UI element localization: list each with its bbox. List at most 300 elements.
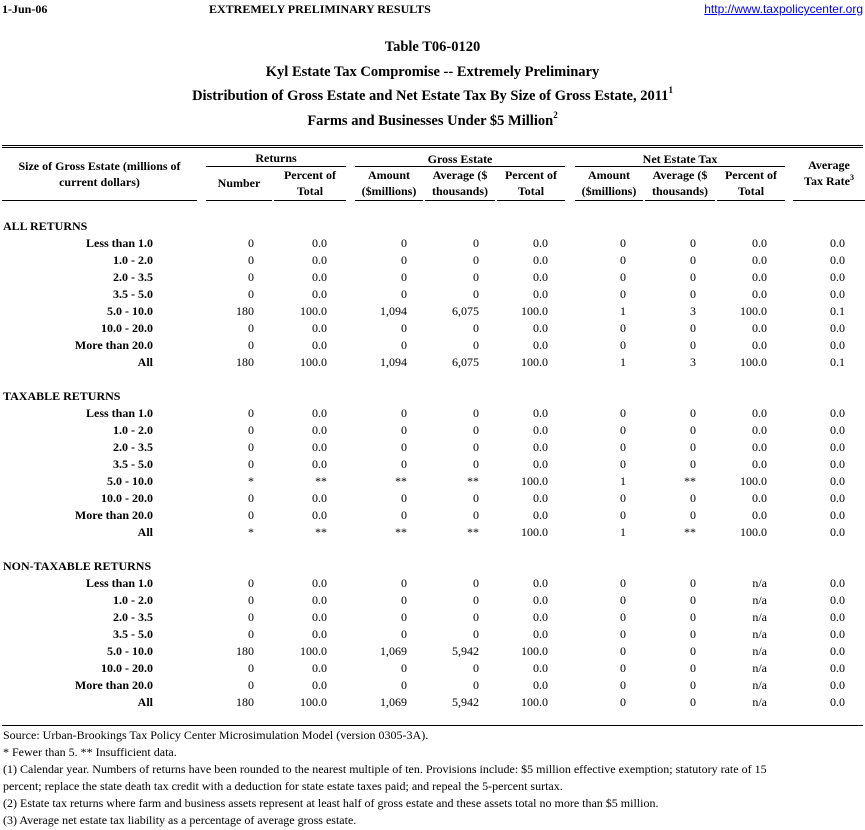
cell-gross-amount: 0 bbox=[401, 338, 407, 352]
table-row bbox=[2, 626, 863, 643]
col-header-net-pct: Percent of Total bbox=[724, 168, 778, 198]
cell-avg-tax-rate: 0.0 bbox=[830, 695, 845, 709]
cell-returns-pct: 0.0 bbox=[312, 508, 327, 522]
cell-avg-tax-rate: 0.0 bbox=[830, 576, 845, 590]
table-row bbox=[2, 524, 863, 541]
table-row bbox=[2, 439, 863, 456]
row-label: 3.5 - 5.0 bbox=[113, 457, 153, 471]
cell-gross-average: 0 bbox=[473, 610, 479, 624]
cell-gross-average: 0 bbox=[473, 627, 479, 641]
cell-returns-pct: 0.0 bbox=[312, 321, 327, 335]
cell-number: 0 bbox=[248, 236, 254, 250]
table-row bbox=[2, 235, 863, 252]
cell-gross-amount: 0 bbox=[401, 270, 407, 284]
cell-net-amount: 0 bbox=[620, 644, 626, 658]
cell-number: 0 bbox=[248, 457, 254, 471]
cell-gross-average: 5,942 bbox=[452, 644, 479, 658]
cell-net-amount: 1 bbox=[620, 474, 626, 488]
cell-gross-amount: 0 bbox=[401, 593, 407, 607]
cell-net-amount: 0 bbox=[620, 661, 626, 675]
table-row bbox=[2, 405, 863, 422]
cell-net-amount: 1 bbox=[620, 525, 626, 539]
cell-net-amount: 0 bbox=[620, 695, 626, 709]
cell-returns-pct: 0.0 bbox=[312, 627, 327, 641]
cell-returns-pct: 0.0 bbox=[312, 440, 327, 454]
cell-gross-pct: 100.0 bbox=[521, 525, 548, 539]
table-row bbox=[2, 456, 863, 473]
row-label: 2.0 - 3.5 bbox=[113, 440, 153, 454]
cell-gross-pct: 0.0 bbox=[533, 423, 548, 437]
col-header-size: Size of Gross Estate (millions of current dollars) bbox=[18, 159, 181, 189]
cell-net-average: 0 bbox=[690, 321, 696, 335]
footnote-symbols: * Fewer than 5. ** Insufficient data. bbox=[3, 745, 177, 759]
cell-gross-amount: 1,094 bbox=[380, 304, 407, 318]
cell-net-amount: 0 bbox=[620, 576, 626, 590]
cell-gross-average: 0 bbox=[473, 491, 479, 505]
cell-net-pct: n/a bbox=[752, 644, 767, 658]
cell-number: 180 bbox=[236, 695, 254, 709]
col-header-number: Number bbox=[217, 176, 261, 190]
table-titles bbox=[0, 35, 865, 133]
cell-net-average: ** bbox=[684, 474, 696, 488]
cell-returns-pct: 0.0 bbox=[312, 287, 327, 301]
table-number: Table T06-0120 bbox=[384, 39, 481, 55]
col-header-gross-average: Average ($ thousands) bbox=[431, 168, 489, 198]
cell-gross-amount: 0 bbox=[401, 610, 407, 624]
cell-gross-amount: 0 bbox=[401, 576, 407, 590]
cell-net-average: 0 bbox=[690, 491, 696, 505]
cell-returns-pct: 0.0 bbox=[312, 236, 327, 250]
cell-net-average: 3 bbox=[690, 304, 696, 318]
cell-net-average: 0 bbox=[690, 406, 696, 420]
cell-net-amount: 0 bbox=[620, 338, 626, 352]
cell-gross-pct: 0.0 bbox=[533, 287, 548, 301]
col-header-net-average: Average ($ thousands) bbox=[651, 168, 709, 198]
table-row bbox=[2, 286, 863, 303]
cell-gross-average: 0 bbox=[473, 678, 479, 692]
cell-gross-amount: 0 bbox=[401, 627, 407, 641]
cell-net-average: ** bbox=[684, 525, 696, 539]
cell-returns-pct: 100.0 bbox=[300, 644, 327, 658]
cell-gross-amount: 1,069 bbox=[380, 644, 407, 658]
table-row bbox=[2, 609, 863, 626]
row-label: All bbox=[137, 525, 153, 539]
cell-net-average: 0 bbox=[690, 610, 696, 624]
cell-gross-amount: 0 bbox=[401, 508, 407, 522]
cell-avg-tax-rate: 0.0 bbox=[830, 236, 845, 250]
cell-gross-amount: 0 bbox=[401, 236, 407, 250]
cell-gross-amount: ** bbox=[395, 525, 407, 539]
cell-gross-average: 6,075 bbox=[452, 304, 479, 318]
footnotes bbox=[3, 727, 861, 829]
cell-gross-pct: 0.0 bbox=[533, 508, 548, 522]
cell-gross-average: 0 bbox=[473, 287, 479, 301]
cell-gross-pct: 100.0 bbox=[521, 644, 548, 658]
cell-avg-tax-rate: 0.0 bbox=[830, 525, 845, 539]
cell-gross-amount: 0 bbox=[401, 678, 407, 692]
col-group-gross-estate: Gross Estate bbox=[427, 152, 493, 166]
cell-number: * bbox=[248, 525, 254, 539]
table-row bbox=[2, 694, 863, 711]
cell-avg-tax-rate: 0.0 bbox=[830, 678, 845, 692]
cell-gross-pct: 0.0 bbox=[533, 627, 548, 641]
gross-pct-col-underline bbox=[497, 200, 565, 201]
table-row bbox=[2, 592, 863, 609]
table-row bbox=[2, 490, 863, 507]
cell-net-pct: n/a bbox=[752, 576, 767, 590]
cell-number: 0 bbox=[248, 576, 254, 590]
row-label: Less than 1.0 bbox=[85, 406, 153, 420]
cell-gross-amount: 0 bbox=[401, 253, 407, 267]
col-header-avg-tax-rate: Average Tax Rate$^3$ bbox=[804, 158, 854, 188]
cell-net-amount: 0 bbox=[620, 287, 626, 301]
cell-net-amount: 0 bbox=[620, 610, 626, 624]
cell-returns-pct: 0.0 bbox=[312, 406, 327, 420]
table-subtitle-2: Farms and Businesses Under $5 Million$^2$ bbox=[307, 109, 558, 129]
cell-gross-pct: 0.0 bbox=[533, 491, 548, 505]
cell-gross-pct: 0.0 bbox=[533, 440, 548, 454]
cell-gross-amount: 0 bbox=[401, 491, 407, 505]
cell-gross-average: 0 bbox=[473, 593, 479, 607]
table-row bbox=[2, 643, 863, 660]
cell-gross-pct: 0.0 bbox=[533, 457, 548, 471]
table-row bbox=[2, 575, 863, 592]
cell-gross-average: 0 bbox=[473, 423, 479, 437]
cell-gross-amount: 0 bbox=[401, 287, 407, 301]
cell-avg-tax-rate: 0.0 bbox=[830, 253, 845, 267]
returns-pct-col-underline bbox=[274, 200, 346, 201]
cell-net-average: 0 bbox=[690, 440, 696, 454]
cell-net-pct: n/a bbox=[752, 610, 767, 624]
cell-returns-pct: 0.0 bbox=[312, 661, 327, 675]
col-header-net-amount: Amount ($millions) bbox=[581, 168, 637, 198]
cell-net-amount: 1 bbox=[620, 304, 626, 318]
cell-gross-average: 0 bbox=[473, 661, 479, 675]
col-group-returns: Returns bbox=[255, 151, 297, 165]
cell-gross-average: 0 bbox=[473, 508, 479, 522]
row-label: 3.5 - 5.0 bbox=[113, 287, 153, 301]
net-avg-col-underline bbox=[645, 200, 715, 201]
cell-net-pct: n/a bbox=[752, 627, 767, 641]
cell-net-average: 3 bbox=[690, 355, 696, 369]
table-row bbox=[2, 354, 863, 371]
table-row bbox=[2, 422, 863, 439]
cell-gross-pct: 0.0 bbox=[533, 576, 548, 590]
cell-avg-tax-rate: 0.0 bbox=[830, 661, 845, 675]
row-label: 2.0 - 3.5 bbox=[113, 610, 153, 624]
gross-amount-col-underline bbox=[355, 200, 423, 201]
cell-returns-pct: 0.0 bbox=[312, 491, 327, 505]
cell-net-amount: 0 bbox=[620, 627, 626, 641]
cell-net-average: 0 bbox=[690, 457, 696, 471]
col-header-returns-pct: Percent of Total bbox=[283, 168, 337, 198]
cell-net-amount: 0 bbox=[620, 253, 626, 267]
cell-avg-tax-rate: 0.0 bbox=[830, 593, 845, 607]
cell-number: 0 bbox=[248, 338, 254, 352]
report-date: 1-Jun-06 bbox=[2, 2, 48, 16]
row-label: 1.0 - 2.0 bbox=[113, 253, 153, 267]
cell-net-pct: 0.0 bbox=[752, 508, 767, 522]
cell-gross-average: 0 bbox=[473, 270, 479, 284]
row-label: Less than 1.0 bbox=[85, 576, 153, 590]
cell-number: 0 bbox=[248, 321, 254, 335]
cell-net-pct: n/a bbox=[752, 593, 767, 607]
cell-avg-tax-rate: 0.0 bbox=[830, 321, 845, 335]
cell-returns-pct: 0.0 bbox=[312, 678, 327, 692]
cell-gross-average: ** bbox=[467, 474, 479, 488]
cell-gross-amount: 0 bbox=[401, 423, 407, 437]
cell-avg-tax-rate: 0.0 bbox=[830, 610, 845, 624]
cell-avg-tax-rate: 0.0 bbox=[830, 270, 845, 284]
cell-net-pct: 100.0 bbox=[740, 525, 767, 539]
row-label: 10.0 - 20.0 bbox=[101, 491, 153, 505]
table-subtitle: Distribution of Gross Estate and Net Estate Tax By Size of Gross Estate, 2011$^1$ bbox=[192, 85, 673, 104]
cell-returns-pct: ** bbox=[315, 525, 327, 539]
cell-net-average: 0 bbox=[690, 661, 696, 675]
cell-number: 0 bbox=[248, 610, 254, 624]
cell-returns-pct: 100.0 bbox=[300, 355, 327, 369]
cell-net-average: 0 bbox=[690, 236, 696, 250]
cell-net-average: 0 bbox=[690, 576, 696, 590]
cell-net-amount: 0 bbox=[620, 508, 626, 522]
cell-gross-average: 0 bbox=[473, 457, 479, 471]
tpc-website-link[interactable]: http://www.taxpolicycenter.org bbox=[704, 2, 863, 16]
cell-net-pct: 0.0 bbox=[752, 253, 767, 267]
col-header-gross-amount: Amount ($millions) bbox=[361, 168, 417, 198]
table-row bbox=[2, 269, 863, 286]
section-title: TAXABLE RETURNS bbox=[3, 389, 121, 403]
cell-gross-amount: 0 bbox=[401, 661, 407, 675]
cell-net-average: 0 bbox=[690, 287, 696, 301]
cell-net-average: 0 bbox=[690, 627, 696, 641]
cell-net-pct: n/a bbox=[752, 661, 767, 675]
size-col-underline bbox=[2, 200, 197, 201]
cell-number: 0 bbox=[248, 287, 254, 301]
row-label: 5.0 - 10.0 bbox=[107, 474, 153, 488]
top-bar bbox=[2, 2, 863, 18]
cell-net-pct: n/a bbox=[752, 678, 767, 692]
cell-number: * bbox=[248, 474, 254, 488]
cell-net-average: 0 bbox=[690, 695, 696, 709]
row-label: Less than 1.0 bbox=[85, 236, 153, 250]
row-label: All bbox=[137, 695, 153, 709]
cell-gross-pct: 0.0 bbox=[533, 593, 548, 607]
table-row bbox=[2, 677, 863, 694]
row-label: More than 20.0 bbox=[74, 508, 153, 522]
cell-number: 0 bbox=[248, 253, 254, 267]
cell-gross-amount: 0 bbox=[401, 406, 407, 420]
table-row bbox=[2, 252, 863, 269]
cell-net-pct: 0.0 bbox=[752, 287, 767, 301]
row-label: 1.0 - 2.0 bbox=[113, 423, 153, 437]
cell-avg-tax-rate: 0.0 bbox=[830, 423, 845, 437]
row-label: 5.0 - 10.0 bbox=[107, 644, 153, 658]
cell-number: 0 bbox=[248, 593, 254, 607]
cell-gross-average: 0 bbox=[473, 236, 479, 250]
cell-gross-average: 0 bbox=[473, 576, 479, 590]
net-amount-col-underline bbox=[575, 200, 643, 201]
cell-net-average: 0 bbox=[690, 508, 696, 522]
cell-avg-tax-rate: 0.0 bbox=[830, 287, 845, 301]
number-col-underline bbox=[206, 200, 272, 201]
cell-gross-pct: 0.0 bbox=[533, 610, 548, 624]
cell-gross-pct: 0.0 bbox=[533, 338, 548, 352]
footnote-3: (3) Average net estate tax liability as a percentage of average gross estate. bbox=[3, 813, 357, 827]
footnote-1-cont: percent; replace the state death tax credit with a deduction for state estate taxes paid; and repeal the 5-percent surtax. bbox=[3, 779, 563, 793]
cell-net-amount: 0 bbox=[620, 270, 626, 284]
report-status: EXTREMELY PRELIMINARY RESULTS bbox=[209, 2, 431, 16]
cell-gross-amount: 0 bbox=[401, 440, 407, 454]
cell-number: 180 bbox=[236, 355, 254, 369]
header-top-rule bbox=[2, 145, 863, 146]
cell-net-pct: 0.0 bbox=[752, 270, 767, 284]
cell-gross-average: 0 bbox=[473, 253, 479, 267]
cell-net-average: 0 bbox=[690, 678, 696, 692]
cell-gross-pct: 100.0 bbox=[521, 304, 548, 318]
cell-gross-pct: 0.0 bbox=[533, 661, 548, 675]
cell-net-amount: 0 bbox=[620, 440, 626, 454]
cell-net-pct: 0.0 bbox=[752, 491, 767, 505]
table-row bbox=[2, 507, 863, 524]
cell-gross-pct: 0.0 bbox=[533, 253, 548, 267]
cell-net-amount: 0 bbox=[620, 593, 626, 607]
table-title: Kyl Estate Tax Compromise -- Extremely Preliminary bbox=[265, 63, 600, 80]
cell-number: 0 bbox=[248, 627, 254, 641]
cell-returns-pct: 0.0 bbox=[312, 338, 327, 352]
cell-number: 0 bbox=[248, 423, 254, 437]
cell-net-pct: 100.0 bbox=[740, 304, 767, 318]
cell-returns-pct: 0.0 bbox=[312, 457, 327, 471]
cell-returns-pct: 0.0 bbox=[312, 270, 327, 284]
cell-gross-average: 6,075 bbox=[452, 355, 479, 369]
cell-net-pct: 0.0 bbox=[752, 236, 767, 250]
cell-net-pct: 0.0 bbox=[752, 338, 767, 352]
cell-avg-tax-rate: 0.0 bbox=[830, 644, 845, 658]
cell-returns-pct: ** bbox=[315, 474, 327, 488]
cell-gross-amount: 0 bbox=[401, 321, 407, 335]
header-top-rule-2 bbox=[2, 147, 863, 148]
cell-net-pct: 100.0 bbox=[740, 355, 767, 369]
cell-gross-average: 0 bbox=[473, 440, 479, 454]
row-label: 10.0 - 20.0 bbox=[101, 661, 153, 675]
section-title: NON-TAXABLE RETURNS bbox=[3, 559, 152, 573]
cell-avg-tax-rate: 0.1 bbox=[830, 304, 845, 318]
table-row bbox=[2, 473, 863, 490]
cell-net-pct: 0.0 bbox=[752, 321, 767, 335]
cell-returns-pct: 0.0 bbox=[312, 593, 327, 607]
row-label: All bbox=[137, 355, 153, 369]
cell-returns-pct: 0.0 bbox=[312, 576, 327, 590]
cell-net-amount: 0 bbox=[620, 321, 626, 335]
row-label: 2.0 - 3.5 bbox=[113, 270, 153, 284]
cell-avg-tax-rate: 0.0 bbox=[830, 491, 845, 505]
row-label: 10.0 - 20.0 bbox=[101, 321, 153, 335]
cell-gross-pct: 100.0 bbox=[521, 695, 548, 709]
cell-net-pct: n/a bbox=[752, 695, 767, 709]
cell-number: 180 bbox=[236, 644, 254, 658]
cell-number: 0 bbox=[248, 270, 254, 284]
cell-number: 0 bbox=[248, 508, 254, 522]
col-header-gross-pct: Percent of Total bbox=[504, 168, 558, 198]
cell-net-amount: 0 bbox=[620, 236, 626, 250]
col-group-net-estate-tax: Net Estate Tax bbox=[642, 152, 718, 166]
row-label: More than 20.0 bbox=[74, 338, 153, 352]
cell-number: 0 bbox=[248, 406, 254, 420]
rate-col-underline bbox=[793, 200, 865, 201]
section-title: ALL RETURNS bbox=[3, 219, 88, 233]
cell-returns-pct: 100.0 bbox=[300, 304, 327, 318]
cell-number: 0 bbox=[248, 661, 254, 675]
cell-net-average: 0 bbox=[690, 593, 696, 607]
cell-number: 0 bbox=[248, 440, 254, 454]
cell-number: 180 bbox=[236, 304, 254, 318]
cell-avg-tax-rate: 0.0 bbox=[830, 508, 845, 522]
cell-gross-pct: 0.0 bbox=[533, 236, 548, 250]
cell-gross-pct: 0.0 bbox=[533, 406, 548, 420]
cell-net-pct: 0.0 bbox=[752, 457, 767, 471]
cell-returns-pct: 0.0 bbox=[312, 253, 327, 267]
cell-gross-pct: 0.0 bbox=[533, 678, 548, 692]
cell-gross-pct: 100.0 bbox=[521, 474, 548, 488]
cell-gross-pct: 0.0 bbox=[533, 321, 548, 335]
row-label: 1.0 - 2.0 bbox=[113, 593, 153, 607]
cell-gross-amount: 1,094 bbox=[380, 355, 407, 369]
cell-avg-tax-rate: 0.0 bbox=[830, 474, 845, 488]
cell-returns-pct: 0.0 bbox=[312, 610, 327, 624]
cell-gross-amount: 1,069 bbox=[380, 695, 407, 709]
footnote-source: Source: Urban-Brookings Tax Policy Center Microsimulation Model (version 0305-3A). bbox=[3, 728, 429, 742]
cell-gross-average: 5,942 bbox=[452, 695, 479, 709]
cell-net-average: 0 bbox=[690, 423, 696, 437]
table-row bbox=[2, 320, 863, 337]
cell-avg-tax-rate: 0.0 bbox=[830, 338, 845, 352]
table-bottom-rule bbox=[2, 725, 863, 726]
cell-net-average: 0 bbox=[690, 644, 696, 658]
cell-returns-pct: 0.0 bbox=[312, 423, 327, 437]
cell-gross-pct: 100.0 bbox=[521, 355, 548, 369]
footnote-1: (1) Calendar year. Numbers of returns have been rounded to the nearest multiple of ten. Provisions include: $5 million effective exemption; statutory rate of 15 bbox=[3, 762, 767, 776]
table-row bbox=[2, 303, 863, 320]
cell-net-amount: 0 bbox=[620, 491, 626, 505]
cell-net-average: 0 bbox=[690, 253, 696, 267]
cell-net-average: 0 bbox=[690, 338, 696, 352]
table-row bbox=[2, 660, 863, 677]
cell-number: 0 bbox=[248, 678, 254, 692]
net-pct-col-underline bbox=[717, 200, 785, 201]
cell-net-pct: 0.0 bbox=[752, 440, 767, 454]
cell-net-amount: 0 bbox=[620, 423, 626, 437]
cell-net-amount: 0 bbox=[620, 406, 626, 420]
cell-avg-tax-rate: 0.0 bbox=[830, 440, 845, 454]
row-label: More than 20.0 bbox=[74, 678, 153, 692]
cell-gross-amount: 0 bbox=[401, 457, 407, 471]
table-row bbox=[2, 337, 863, 354]
cell-number: 0 bbox=[248, 491, 254, 505]
cell-net-pct: 0.0 bbox=[752, 423, 767, 437]
cell-gross-pct: 0.0 bbox=[533, 270, 548, 284]
cell-gross-average: 0 bbox=[473, 406, 479, 420]
cell-gross-average: ** bbox=[467, 525, 479, 539]
cell-gross-average: 0 bbox=[473, 321, 479, 335]
gross-avg-col-underline bbox=[425, 200, 495, 201]
cell-net-average: 0 bbox=[690, 270, 696, 284]
cell-net-amount: 0 bbox=[620, 678, 626, 692]
cell-net-amount: 1 bbox=[620, 355, 626, 369]
footnote-2: (2) Estate tax returns where farm and business assets represent at least half of gross estate and these assets total no more than $5 million. bbox=[3, 796, 659, 810]
cell-avg-tax-rate: 0.0 bbox=[830, 627, 845, 641]
row-label: 5.0 - 10.0 bbox=[107, 304, 153, 318]
cell-gross-average: 0 bbox=[473, 338, 479, 352]
